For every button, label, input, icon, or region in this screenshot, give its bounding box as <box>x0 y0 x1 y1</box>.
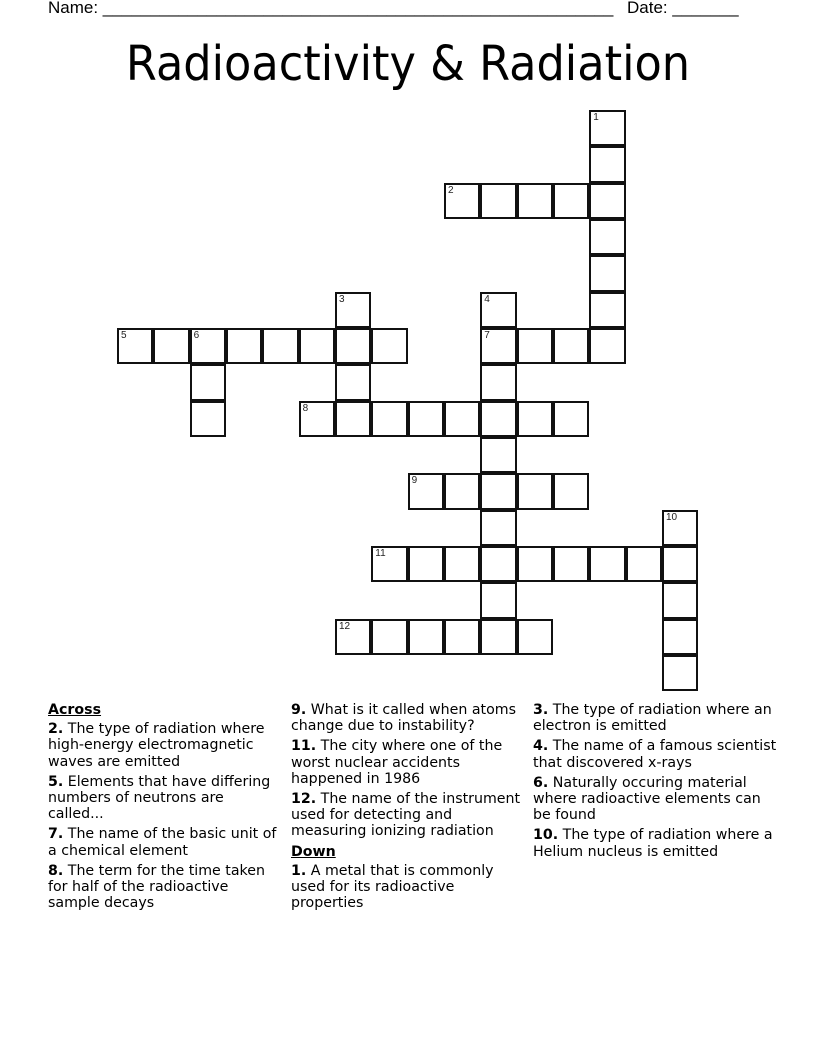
grid-cell[interactable] <box>335 401 371 437</box>
grid-cell[interactable] <box>262 328 298 364</box>
grid-cell[interactable] <box>408 546 444 582</box>
grid-cell[interactable] <box>153 328 189 364</box>
grid-cell[interactable] <box>371 401 407 437</box>
clue-across-9: 9. What is it called when atoms change due to instability? <box>291 702 517 735</box>
grid-cell[interactable] <box>226 328 262 364</box>
grid-cell[interactable] <box>444 546 480 582</box>
grid-cell[interactable] <box>662 510 698 546</box>
grid-cell[interactable] <box>517 328 553 364</box>
grid-cell[interactable] <box>190 401 226 437</box>
grid-cell[interactable] <box>190 364 226 400</box>
grid-cell[interactable] <box>626 546 662 582</box>
grid-cell[interactable] <box>408 401 444 437</box>
clue-number: 12 <box>338 620 351 632</box>
grid-cell[interactable] <box>589 110 625 146</box>
across-heading: Across <box>48 702 102 718</box>
grid-cell[interactable] <box>117 328 153 364</box>
grid-cell[interactable] <box>444 473 480 509</box>
grid-cell[interactable] <box>299 401 335 437</box>
grid-cell[interactable] <box>480 619 516 655</box>
grid-cell[interactable] <box>589 146 625 182</box>
date-field-label[interactable]: Date: _______ <box>627 0 739 17</box>
page-title: Radioactivity & Radiation <box>125 36 691 92</box>
grid-cell[interactable] <box>517 401 553 437</box>
grid-cell[interactable] <box>662 546 698 582</box>
clue-number: 6 <box>193 329 200 341</box>
grid-cell[interactable] <box>335 328 371 364</box>
grid-cell[interactable] <box>480 401 516 437</box>
grid-cell[interactable] <box>480 546 516 582</box>
grid-cell[interactable] <box>553 328 589 364</box>
clue-down-10: 10. The type of radiation where a Helium nucleus is emitted <box>533 827 773 860</box>
grid-cell[interactable] <box>480 183 516 219</box>
clue-number: 1 <box>593 112 599 123</box>
grid-cell[interactable] <box>662 582 698 618</box>
clue-column-3 <box>533 702 778 864</box>
grid-cell[interactable] <box>480 473 516 509</box>
clue-across-2: 2. The type of radiation where high-energy electromagnetic waves are emitted <box>48 721 265 770</box>
grid-cell[interactable] <box>517 619 553 655</box>
grid-cell[interactable] <box>480 292 516 328</box>
grid-cell[interactable] <box>589 546 625 582</box>
grid-cell[interactable] <box>589 292 625 328</box>
clue-number: 8 <box>302 402 309 414</box>
grid-cell[interactable] <box>299 328 335 364</box>
clue-number: 7 <box>484 329 490 341</box>
clue-column-1 <box>48 702 280 915</box>
grid-cell[interactable] <box>553 473 589 509</box>
grid-cell[interactable] <box>589 255 625 291</box>
clue-down-3: 3. The type of radiation where an electron is emitted <box>533 702 772 735</box>
grid-cell[interactable] <box>517 183 553 219</box>
down-heading: Down <box>291 843 336 860</box>
clue-number: 2 <box>447 184 454 196</box>
clue-down-6: 6. Naturally occuring material where radioactive elements can be found <box>533 774 761 824</box>
grid-cell[interactable] <box>371 546 407 582</box>
grid-cell[interactable] <box>480 582 516 618</box>
clue-number: 3 <box>338 293 345 305</box>
grid-cell[interactable] <box>408 473 444 509</box>
grid-cell[interactable] <box>371 328 407 364</box>
clue-number: 4 <box>484 293 490 305</box>
clue-across-5: 5. Elements that have differing numbers of neutrons are called... <box>48 773 271 823</box>
grid-cell[interactable] <box>408 619 444 655</box>
clue-number: 5 <box>121 329 127 341</box>
grid-cell[interactable] <box>444 183 480 219</box>
grid-cell[interactable] <box>444 619 480 655</box>
grid-cell[interactable] <box>335 292 371 328</box>
clue-down-4: 4. The name of a famous scientist that discovered x-rays <box>533 738 777 771</box>
grid-cell[interactable] <box>480 364 516 400</box>
grid-cell[interactable] <box>335 364 371 400</box>
grid-cell[interactable] <box>517 473 553 509</box>
grid-cell[interactable] <box>589 183 625 219</box>
clue-down-1: 1. A metal that is commonly used for its radioactive properties <box>291 862 494 912</box>
grid-cell[interactable] <box>589 328 625 364</box>
grid-cell[interactable] <box>553 183 589 219</box>
clue-across-12: 12. The name of the instrument used for detecting and measuring ionizing radiation <box>291 791 521 840</box>
clue-number: 11 <box>375 547 386 559</box>
clue-across-7: 7. The name of the basic unit of a chemical element <box>48 826 277 859</box>
grid-cell[interactable] <box>662 655 698 691</box>
grid-cell[interactable] <box>517 546 553 582</box>
grid-cell[interactable] <box>553 401 589 437</box>
grid-cell[interactable] <box>190 328 226 364</box>
grid-cell[interactable] <box>480 437 516 473</box>
grid-cell[interactable] <box>335 619 371 655</box>
grid-cell[interactable] <box>553 546 589 582</box>
clue-column-2 <box>291 702 523 915</box>
clue-number: 9 <box>411 475 418 487</box>
name-field-label[interactable]: Name: ______________________________________________________ <box>48 0 614 17</box>
clue-across-8: 8. The term for the time taken for half of the radioactive sample decays <box>48 862 265 912</box>
clue-across-11: 11. The city where one of the worst nuclear accidents happened in 1986 <box>291 738 503 787</box>
grid-cell[interactable] <box>589 219 625 255</box>
grid-cell[interactable] <box>480 328 516 364</box>
clue-number: 10 <box>665 511 678 523</box>
grid-cell[interactable] <box>480 510 516 546</box>
grid-cell[interactable] <box>371 619 407 655</box>
grid-cell[interactable] <box>444 401 480 437</box>
grid-cell[interactable] <box>662 619 698 655</box>
